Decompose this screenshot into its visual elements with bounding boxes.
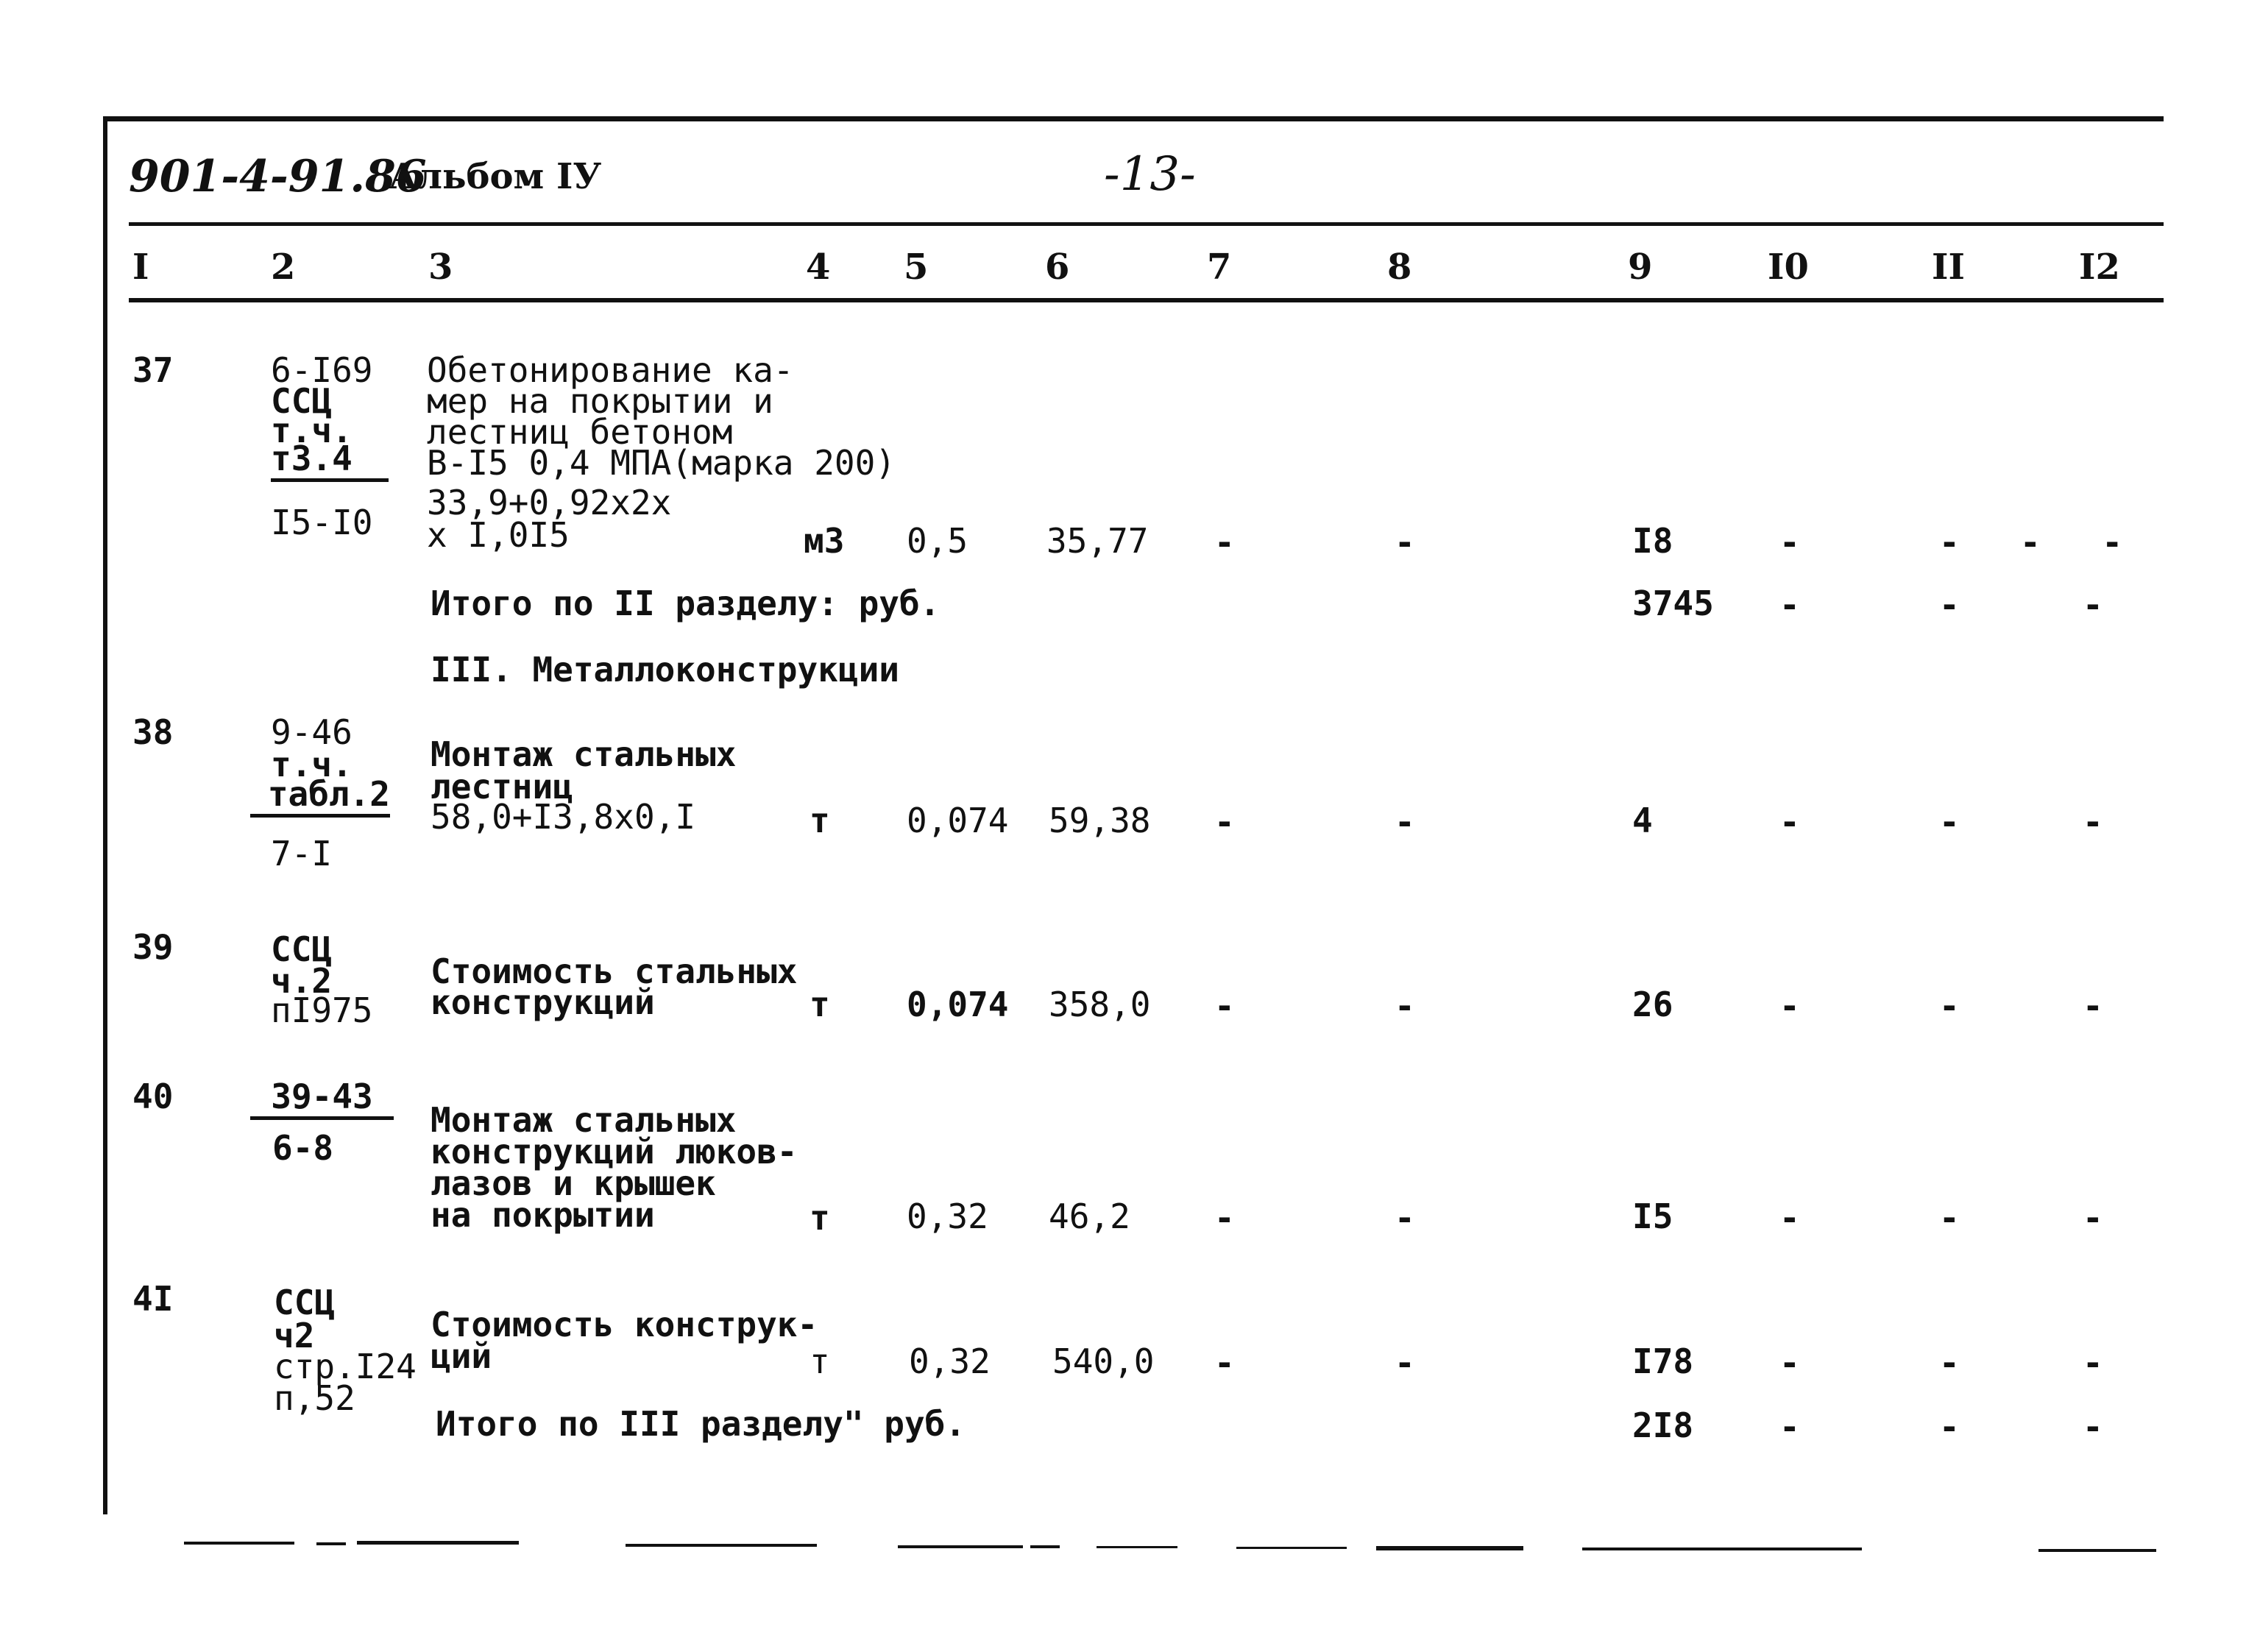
row-col7: -	[1214, 1343, 1235, 1383]
row-number: 39	[132, 927, 174, 967]
row-col9: I5	[1632, 1197, 1673, 1236]
row-reference-bottom: 7-I	[271, 834, 333, 873]
row-col12: -	[2083, 1198, 2103, 1238]
row-description-line: Обетонирование ка-	[427, 350, 794, 390]
row-col8: -	[1395, 802, 1415, 842]
bottom-scan-line-segment	[1236, 1547, 1347, 1549]
row-description-line: Монтаж стальных	[431, 734, 737, 774]
row-col8: -	[1395, 986, 1415, 1026]
left-border-line	[103, 116, 107, 1514]
row-description-line: Стоимость конструк-	[431, 1305, 818, 1344]
row-number: 4I	[132, 1279, 174, 1319]
row-unit: т	[810, 985, 830, 1024]
column-header-rule	[129, 298, 2164, 302]
row-col12: -	[2083, 986, 2103, 1026]
row-reference-line: ССЦ	[271, 929, 333, 969]
bottom-scan-line-segment	[1097, 1546, 1177, 1548]
row-col8: -	[1395, 1343, 1415, 1383]
row-col11: -	[1939, 802, 1960, 842]
section3-total-label: Итого по III разделу" руб.	[436, 1404, 966, 1444]
bottom-scan-line-segment	[1376, 1546, 1523, 1550]
row-col9: 4	[1632, 801, 1653, 840]
section2-total-label: Итого по II разделу: руб.	[431, 584, 941, 623]
row-reference-line: стр.I24	[274, 1347, 417, 1386]
column-header-12: I2	[2079, 247, 2120, 288]
row-col7: -	[1214, 986, 1235, 1026]
row-col9: 26	[1632, 985, 1673, 1024]
column-header-4: 4	[806, 247, 831, 288]
row-number: 40	[132, 1077, 174, 1116]
row-col10: -	[1779, 1343, 1800, 1383]
row-quantity: 0,32	[909, 1341, 991, 1381]
bottom-scan-line-segment	[1582, 1548, 1862, 1550]
row-reference-bottom: 6-8	[272, 1128, 334, 1168]
row-col9: I8	[1632, 521, 1673, 561]
row-col11: -	[1939, 986, 1960, 1026]
row-col10: -	[1779, 986, 1800, 1026]
section3-total-col9: 2I8	[1632, 1405, 1694, 1445]
top-border-line	[103, 116, 2164, 121]
row-col10: -	[1779, 522, 1800, 562]
column-header-5: 5	[904, 247, 929, 288]
row-description-line: лазов и крышек	[431, 1163, 716, 1203]
column-header-9: 9	[1628, 247, 1653, 288]
row-col8: -	[1395, 522, 1415, 562]
row-col7: -	[1214, 1198, 1235, 1238]
row-quantity: 0,32	[907, 1197, 988, 1236]
row-unit: т	[810, 1198, 830, 1238]
column-header-1: I	[132, 247, 149, 288]
row-description-line: Монтаж стальных	[431, 1100, 737, 1140]
column-header-6: 6	[1045, 247, 1070, 288]
row-col12: -	[2083, 802, 2103, 842]
page-number: -13-	[1104, 147, 1196, 202]
document-code: 901-4-91.86	[129, 151, 427, 202]
row-description-line: лестниц бетоном	[427, 412, 733, 452]
row-col11: -	[1939, 1343, 1960, 1383]
row-reference-line: ССЦ	[271, 381, 333, 421]
row-description-line: на покрытии	[431, 1195, 655, 1235]
row-reference-line: п,52	[274, 1378, 355, 1418]
row-reference-line: т3.4	[271, 440, 389, 482]
section2-total-col11: -	[1939, 585, 1960, 625]
column-header-2: 2	[271, 247, 296, 288]
row-unit-price: 35,77	[1046, 521, 1149, 561]
row-col11: -	[1939, 522, 1960, 562]
album-label: Альбом IУ	[389, 156, 602, 197]
section2-total-col9: 3745	[1632, 584, 1714, 623]
row-col9: I78	[1632, 1341, 1694, 1381]
row-description-line: лестниц	[431, 767, 573, 806]
row-reference-bottom: I5-I0	[271, 503, 373, 542]
row-number: 37	[132, 350, 174, 390]
row-description-line: 58,0+I3,8х0,I	[431, 797, 696, 837]
row-col7: -	[1214, 522, 1235, 562]
row-col8: -	[1395, 1198, 1415, 1238]
row-unit: т	[810, 1341, 830, 1381]
row-reference-line: ч2	[274, 1316, 315, 1355]
column-header-3: 3	[428, 247, 453, 288]
column-header-10: I0	[1768, 247, 1809, 288]
bottom-scan-line-segment	[184, 1542, 294, 1545]
row-reference-line: табл.2	[250, 776, 390, 818]
row-reference-line: 6-I69	[271, 350, 373, 390]
row-description-line: конструкций	[431, 982, 655, 1022]
column-header-8: 8	[1387, 247, 1412, 288]
row-description-line: 33,9+0,92х2х	[427, 483, 672, 522]
row-reference-line: т.ч.	[271, 411, 353, 450]
bottom-scan-line-segment	[626, 1544, 817, 1547]
row-col10: -	[1779, 802, 1800, 842]
section2-total-col10: -	[1779, 585, 1800, 625]
bottom-scan-line-segment	[1030, 1545, 1060, 1548]
column-header-11: II	[1932, 247, 1965, 288]
row-unit: т	[810, 801, 830, 840]
row-description-line: В-I5 0,4 МПА(марка 200)	[427, 443, 896, 483]
row-quantity: 0,074	[907, 801, 1009, 840]
row-reference-line: т.ч.	[271, 745, 353, 784]
row-col12: - -	[2020, 522, 2144, 562]
row-reference-line: ч.2	[271, 961, 333, 1001]
row-col12: -	[2083, 1343, 2103, 1383]
section3-total-col12: -	[2083, 1407, 2103, 1447]
row-quantity: 0,5	[907, 521, 968, 561]
section2-total-col12: -	[2083, 585, 2103, 625]
bottom-scan-line-segment	[898, 1545, 1023, 1548]
row-description-line: х I,0I5	[427, 515, 570, 555]
section3-heading: III. Металлоконструкции	[431, 650, 899, 689]
bottom-scan-line-segment	[316, 1542, 346, 1545]
row-col11: -	[1939, 1198, 1960, 1238]
row-description-line: ций	[431, 1336, 492, 1376]
row-description-line: Стоимость стальных	[431, 951, 798, 991]
row-reference-line: пI975	[271, 990, 373, 1030]
row-unit-price: 46,2	[1049, 1197, 1130, 1236]
column-header-7: 7	[1207, 247, 1232, 288]
row-col10: -	[1779, 1198, 1800, 1238]
header-rule	[129, 222, 2164, 226]
section3-total-col11: -	[1939, 1407, 1960, 1447]
row-description-line: конструкций люков-	[431, 1132, 798, 1171]
row-reference-line: 9-46	[271, 712, 353, 752]
row-col7: -	[1214, 802, 1235, 842]
row-unit-price: 540,0	[1052, 1341, 1155, 1381]
bottom-scan-line-segment	[2038, 1549, 2156, 1552]
row-description-line: мер на покрытии и	[427, 381, 773, 421]
row-reference-line: 39-43	[250, 1078, 394, 1120]
section3-total-col10: -	[1779, 1407, 1800, 1447]
bottom-scan-line-segment	[357, 1541, 519, 1545]
row-unit: м3	[804, 521, 845, 561]
row-unit-price: 59,38	[1049, 801, 1151, 840]
row-unit-price: 358,0	[1049, 985, 1151, 1024]
row-reference-line: ССЦ	[274, 1283, 336, 1322]
row-number: 38	[132, 712, 174, 752]
row-quantity: 0,074	[907, 985, 1009, 1024]
